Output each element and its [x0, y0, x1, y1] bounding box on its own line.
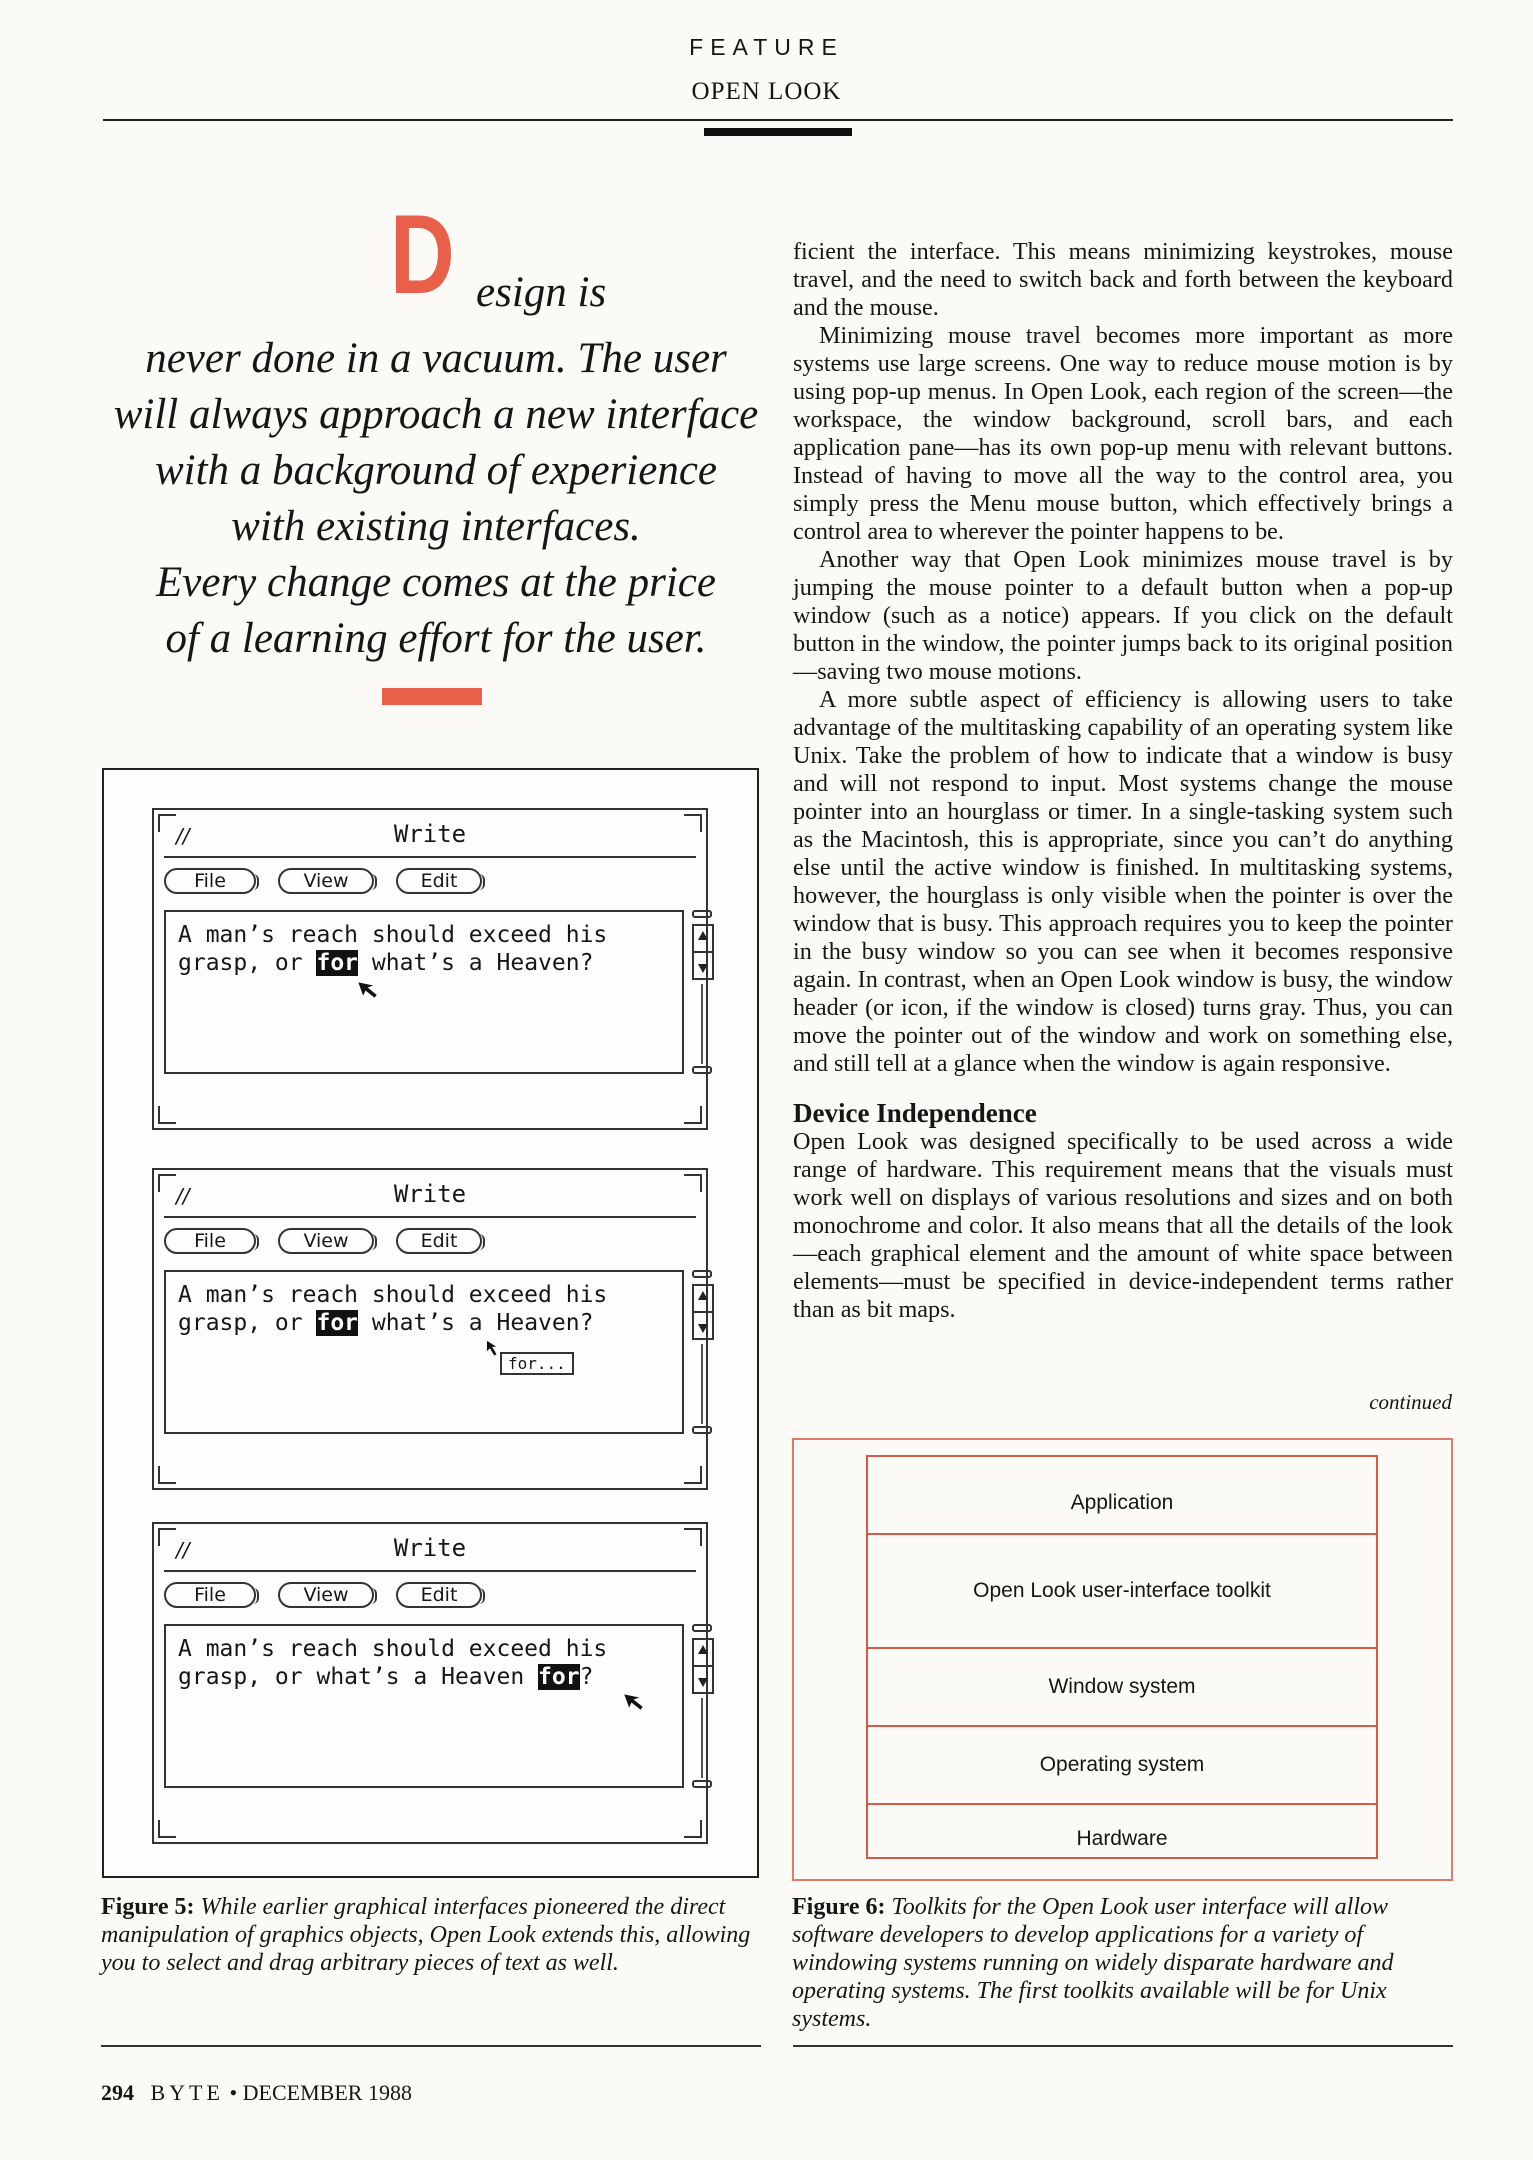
pull-quote-line: with existing interfaces.	[231, 503, 641, 550]
footer-separator: •	[229, 2080, 238, 2105]
file-button[interactable]: File	[164, 868, 256, 894]
text-segment: what’s a Heaven?	[358, 950, 594, 976]
selected-word[interactable]: for	[316, 950, 359, 976]
section-title: OPEN LOOK	[691, 78, 842, 105]
scroll-elevator[interactable]	[692, 924, 714, 980]
scroll-down-icon	[698, 1678, 708, 1687]
article-body	[793, 238, 1453, 1324]
header-rule	[103, 119, 1453, 121]
pull-quote-bar	[382, 688, 482, 705]
footer-rule-right	[793, 2045, 1453, 2047]
pull-quote-first-line: esign is	[476, 269, 607, 316]
window-menu-icon[interactable]: //	[176, 1184, 190, 1208]
pull-quote-line: with a background of experience	[154, 447, 718, 494]
drop-cap: D	[390, 192, 455, 317]
page-footer	[101, 2080, 412, 2106]
layer-toolkit: Open Look user-interface toolkit	[973, 1579, 1271, 1602]
scrollbar[interactable]	[692, 910, 714, 1078]
magazine-name: BYTE	[150, 2080, 224, 2105]
header-bar	[704, 128, 852, 136]
figure-6-caption	[792, 1893, 1456, 2033]
layer-application: Application	[1070, 1491, 1174, 1514]
window-title: Write	[393, 1534, 467, 1562]
body-paragraph: Minimizing mouse travel becomes more important as more systems use large screens. One way to reduce mouse motion is by using pop-up menus. In Open Look, each region of the screen—the workspace, the window background, scroll bars, and each application pane—has its own pop-up menu with relevant buttons. Instead of having to move all the way to the control area, you simply press the Menu mouse button, which effectively brings a control area to wherever the pointer happens to be.	[793, 322, 1453, 545]
text-segment: grasp, or	[178, 950, 317, 976]
edit-button[interactable]: Edit	[396, 1582, 482, 1608]
header-divider	[164, 1216, 696, 1218]
body-paragraph: Open Look was designed specifically to be used across a wide range of hardware. This requirement means that the visuals must work well on displays of various resolutions and sizes and on both monochrome and color. It also means that all the details of the look—each graphical element and the amount of white space between elements—must be specified in device-independent terms rather than as bit maps.	[793, 1128, 1453, 1323]
layer-operating-system: Operating system	[1039, 1753, 1205, 1776]
text-line: A man’s reach should exceed his	[178, 1282, 608, 1308]
figure-5-caption	[101, 1893, 761, 1977]
caption-text: While earlier graphical interfaces pioneered the direct manipulation of graphics objects, Open Look extends this, allowing you to select and drag arbitrary pieces of text as well.	[101, 1894, 751, 1976]
pointer-icon	[356, 976, 386, 1006]
pull-quote-line: Every change comes at the price	[156, 559, 716, 606]
scroll-down-icon	[698, 1324, 708, 1333]
issue-date: DECEMBER 1988	[242, 2080, 412, 2105]
window-title: Write	[393, 1180, 467, 1208]
body-paragraph: Another way that Open Look minimizes mouse travel is by jumping the mouse pointer to a default button when a pop-up window (such as a notice) appears. If you click on the default button in the window, the pointer jumps back to its original position—saving two mouse motions.	[793, 546, 1453, 685]
caption-label: Figure 6:	[792, 1894, 886, 1920]
pull-quote-line: of a learning effort for the user.	[165, 615, 707, 662]
footer-rule-left	[101, 2045, 761, 2047]
text-line: A man’s reach should exceed his	[178, 1636, 608, 1662]
figure-5	[102, 768, 759, 1878]
file-button[interactable]: File	[164, 1228, 256, 1254]
layer-divider	[868, 1533, 1376, 1535]
selected-word[interactable]: for	[316, 1310, 359, 1336]
window-menu-icon[interactable]: //	[176, 824, 190, 848]
text-segment: what’s a Heaven?	[358, 1310, 594, 1336]
write-window[interactable]	[152, 1522, 708, 1844]
scroll-cable	[701, 984, 703, 1064]
text-pane[interactable]	[164, 910, 684, 1074]
scrollbar-top-cap[interactable]	[692, 1624, 712, 1632]
layer-stack-diagram	[866, 1455, 1378, 1859]
text-segment: grasp, or what’s a Heaven	[178, 1664, 539, 1690]
scroll-up-icon	[698, 1645, 708, 1654]
text-segment: grasp, or	[178, 1310, 317, 1336]
layer-divider	[868, 1647, 1376, 1649]
scroll-down-icon	[698, 964, 708, 973]
caption-label: Figure 5:	[101, 1894, 195, 1920]
layer-hardware: Hardware	[1076, 1827, 1168, 1850]
layer-divider	[868, 1803, 1376, 1805]
caption-text: Toolkits for the Open Look user interface will allow software developers to develop applications for a variety of windowing systems running on widely disparate hardware and operating systems. The first toolkits available will be for Unix systems.	[792, 1894, 1394, 2032]
view-button[interactable]: View	[278, 868, 374, 894]
section-heading: Device Independence	[793, 1098, 1037, 1128]
file-button[interactable]: File	[164, 1582, 256, 1608]
layer-divider	[868, 1725, 1376, 1727]
pointer-icon	[622, 1688, 652, 1718]
text-segment: ?	[579, 1664, 594, 1690]
text-pane[interactable]	[164, 1624, 684, 1788]
scrollbar[interactable]	[692, 1624, 714, 1792]
text-line	[178, 1664, 593, 1690]
window-menu-icon[interactable]: //	[176, 1538, 190, 1562]
scroll-elevator[interactable]	[692, 1638, 714, 1694]
scrollbar-bottom-cap[interactable]	[692, 1780, 712, 1788]
body-paragraph: A more subtle aspect of efficiency is allowing users to take advantage of the multitasking capability of an operating system like Unix. Take the problem of how to indicate that a window is busy and will not respond to input. Most systems change the mouse pointer into an hourglass or timer. In a single-tasking system such as the Macintosh, this is appropriate, since you can’t do anything else until the active window is finished. In multitasking systems, however, the hourglass is only visible when the pointer is over the window that is busy. This approach requires you to keep the pointer in the busy window so you can see when it becomes responsive again. In contrast, when an Open Look window is busy, the window header (or icon, if the window is closed) turns gray. Thus, you can move the pointer out of the window and work on something else, and still tell at a glance when the window is again responsive.	[793, 686, 1453, 1077]
drag-preview[interactable]: for...	[500, 1352, 574, 1375]
edit-button[interactable]: Edit	[396, 1228, 482, 1254]
write-window[interactable]	[152, 808, 708, 1130]
scrollbar-top-cap[interactable]	[692, 910, 712, 918]
scroll-elevator[interactable]	[692, 1284, 714, 1340]
section-kicker: FEATURE	[689, 34, 844, 60]
write-window[interactable]	[152, 1168, 708, 1490]
text-line	[178, 950, 593, 976]
scrollbar-top-cap[interactable]	[692, 1270, 712, 1278]
continued-label: continued	[1369, 1390, 1452, 1414]
scrollbar[interactable]	[692, 1270, 714, 1438]
layer-window-system: Window system	[1048, 1675, 1196, 1698]
pull-quote-line: will always approach a new interface	[113, 391, 759, 438]
text-pane[interactable]	[164, 1270, 684, 1434]
scroll-cable	[701, 1344, 703, 1424]
view-button[interactable]: View	[278, 1228, 374, 1254]
header-divider	[164, 1570, 696, 1572]
edit-button[interactable]: Edit	[396, 868, 482, 894]
text-line: A man’s reach should exceed his	[178, 922, 608, 948]
text-line	[178, 1310, 593, 1336]
scroll-up-icon	[698, 931, 708, 940]
view-button[interactable]: View	[278, 1582, 374, 1608]
figure-6	[792, 1438, 1453, 1881]
scroll-up-icon	[698, 1291, 708, 1300]
window-title: Write	[393, 820, 467, 848]
body-paragraph: ficient the interface. This means minimizing keystrokes, mouse travel, and the need to switch back and forth between the keyboard and the mouse.	[793, 238, 1453, 321]
selected-word[interactable]: for	[538, 1664, 580, 1690]
page-number: 294	[101, 2080, 134, 2105]
scroll-cable	[701, 1698, 703, 1778]
header-divider	[164, 856, 696, 858]
scrollbar-bottom-cap[interactable]	[692, 1426, 712, 1434]
scrollbar-bottom-cap[interactable]	[692, 1066, 712, 1074]
pull-quote-line: never done in a vacuum. The user	[145, 335, 727, 382]
